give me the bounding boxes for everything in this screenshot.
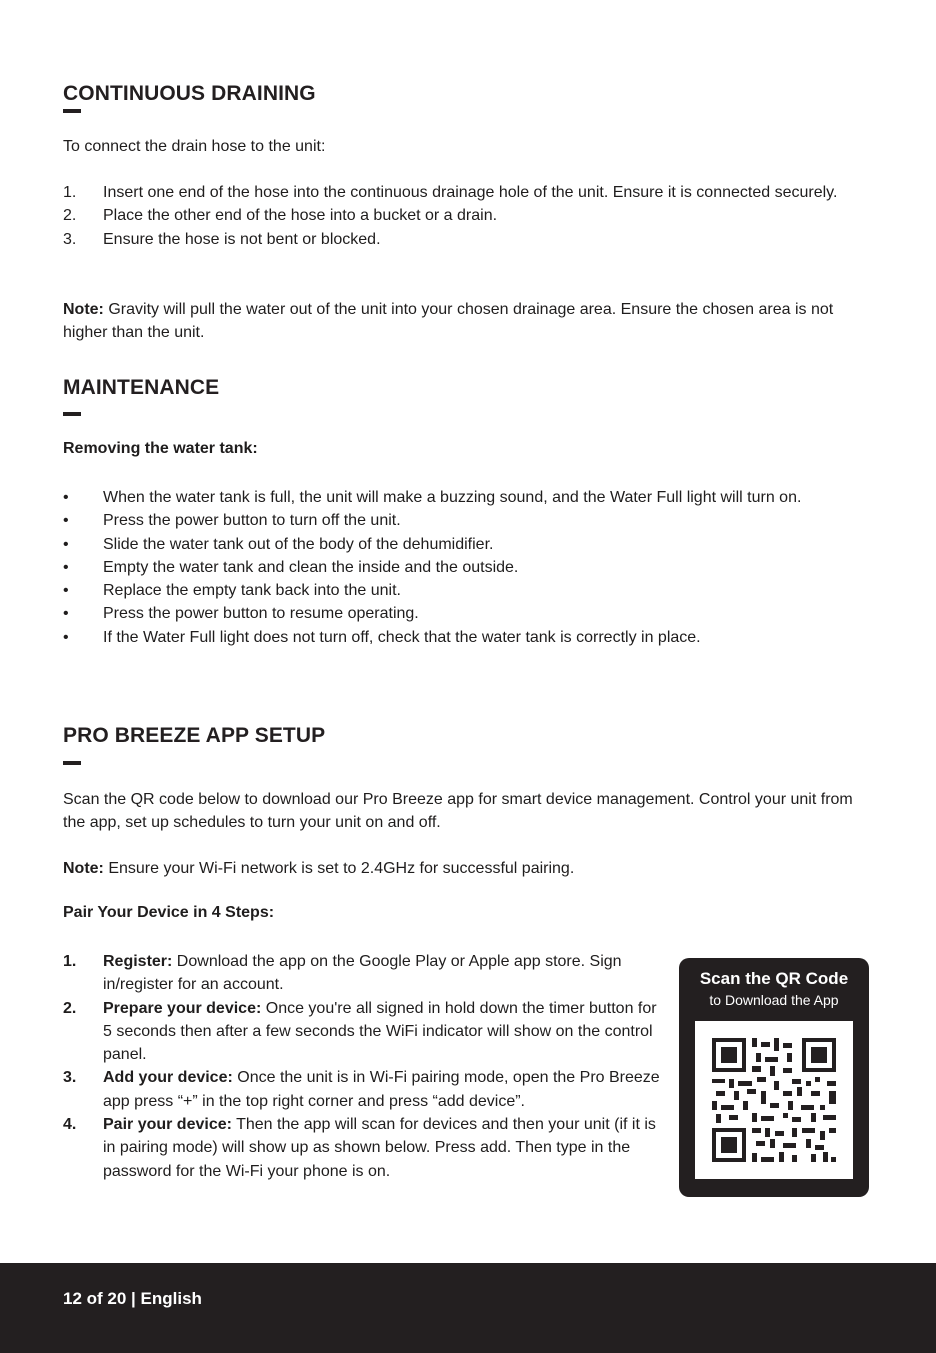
list-item-text: When the water tank is full, the unit will make a buzzing sound, and the Water Full light will turn on. <box>103 489 802 506</box>
bullet: • <box>63 582 69 600</box>
list-item <box>63 602 873 625</box>
list-item-text: Replace the empty tank back into the unit. <box>103 582 401 600</box>
page-footer <box>0 1263 936 1353</box>
draining-steps <box>63 181 873 251</box>
bullet: • <box>63 605 69 623</box>
list-item-text: Press the power button to turn off the unit. <box>103 512 401 530</box>
step-label: Pair your device: <box>103 1116 232 1134</box>
step-text: Ensure the hose is not bent or blocked. <box>103 230 381 248</box>
step-number: 4. <box>63 1116 77 1134</box>
title-underline <box>63 761 81 765</box>
step-number: 3. <box>63 230 77 248</box>
list-item <box>63 997 668 1067</box>
step-number: 2. <box>63 207 77 225</box>
list-item <box>63 1113 668 1183</box>
list-item-text: Press the power button to resume operating. <box>103 605 419 623</box>
section-title-app-setup: PRO BREEZE APP SETUP <box>63 724 326 747</box>
list-item <box>63 509 873 532</box>
list-item <box>63 204 873 227</box>
pairing-steps <box>63 950 668 1183</box>
page-number-label: 12 of 20 | English <box>63 1289 202 1308</box>
list-item <box>63 1066 668 1113</box>
note-label: Note: <box>63 301 104 318</box>
list-item <box>63 626 873 649</box>
draining-note <box>63 298 873 344</box>
title-underline <box>63 412 81 416</box>
section-title-maintenance: MAINTENANCE <box>63 376 220 399</box>
bullet: • <box>63 512 69 530</box>
bullet: • <box>63 489 69 506</box>
list-item-text: If the Water Full light does not turn off, check that the water tank is correctly in place. <box>103 628 701 646</box>
list-item <box>63 579 873 602</box>
maintenance-list <box>63 486 873 649</box>
bullet: • <box>63 628 69 646</box>
step-text: Download the app on the Google Play or Apple app store. Sign in/register for an account. <box>103 953 622 994</box>
qr-title: Scan the QR Code <box>699 969 849 988</box>
qr-card <box>679 958 869 1197</box>
qr-code-frame <box>695 1021 853 1179</box>
step-text: Then the app will scan for devices and then your unit (if it is in pairing mode) will show up as shown below. Press add. Then type in the password for the Wi-Fi your phone is on. <box>103 1116 656 1180</box>
section-title-draining: CONTINUOUS DRAINING <box>63 82 316 105</box>
list-item-text: Slide the water tank out of the body of the dehumidifier. <box>103 535 494 553</box>
maintenance-subheading: Removing the water tank: <box>63 440 258 457</box>
step-text: Place the other end of the hose into a bucket or a drain. <box>103 207 498 225</box>
draining-intro: To connect the drain hose to the unit: <box>63 138 326 155</box>
note-text: Gravity will pull the water out of the unit into your chosen drainage area. Ensure the chosen area is not higher than the unit. <box>63 301 834 342</box>
step-number: 1. <box>63 184 77 201</box>
list-item <box>63 228 873 251</box>
step-label: Prepare your device: <box>103 999 262 1017</box>
step-text: Once you're all signed in hold down the timer button for 5 seconds then after a few seconds the WiFi indicator will show on the control panel. <box>103 999 657 1064</box>
step-label: Add your device: <box>103 1069 233 1087</box>
step-number: 1. <box>63 953 77 970</box>
list-item <box>63 950 668 997</box>
list-item <box>63 486 873 509</box>
step-text: Once the unit is in Wi-Fi pairing mode, open the Pro Breeze app press “+” in the top right corner and press “add device”. <box>103 1069 660 1110</box>
list-item <box>63 533 873 556</box>
note-label: Note: <box>63 860 104 877</box>
list-item-text: Empty the water tank and clean the inside and the outside. <box>103 558 519 576</box>
qr-code-icon <box>695 1021 853 1179</box>
bullet: • <box>63 558 69 576</box>
title-underline <box>63 109 81 113</box>
step-text: Insert one end of the hose into the continuous drainage hole of the unit. Ensure it is connected securely. <box>103 184 838 201</box>
qr-subtitle: to Download the App <box>709 992 839 1008</box>
pair-steps-subheading: Pair Your Device in 4 Steps: <box>63 904 275 921</box>
step-label: Register: <box>103 953 173 970</box>
step-number: 3. <box>63 1069 77 1087</box>
app-intro: Scan the QR code below to download our Pro Breeze app for smart device management. Control your unit from the app, set up schedules to turn your unit on and off. <box>63 791 853 832</box>
list-item <box>63 556 873 579</box>
list-item <box>63 181 873 204</box>
step-number: 2. <box>63 999 77 1017</box>
note-text: Ensure your Wi-Fi network is set to 2.4GHz for successful pairing. <box>103 860 575 877</box>
app-note <box>63 857 873 880</box>
bullet: • <box>63 535 69 553</box>
